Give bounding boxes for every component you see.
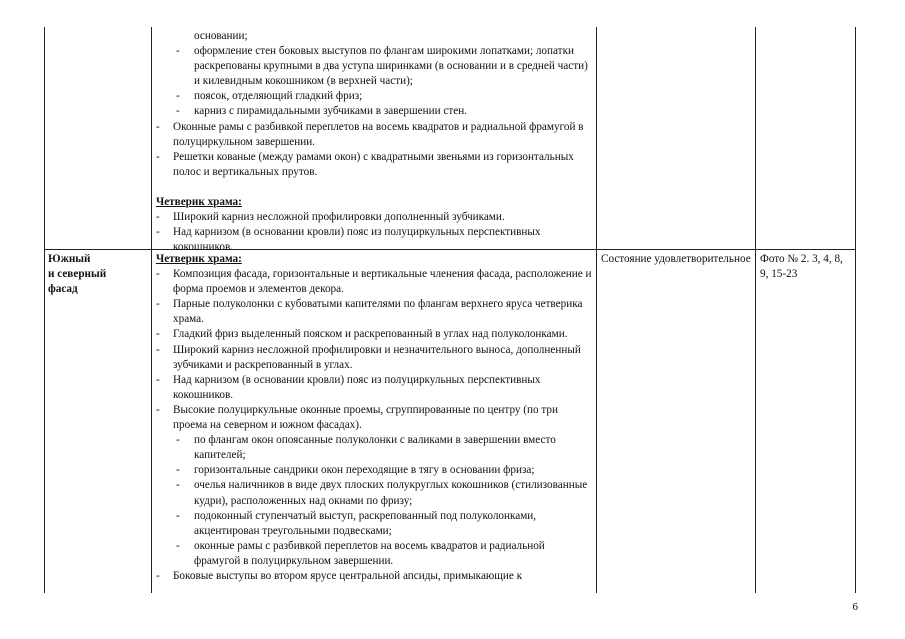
list-item <box>156 210 592 225</box>
table-border-right <box>855 27 856 593</box>
dash-bullet: - <box>176 539 180 552</box>
table-border-left <box>44 27 45 593</box>
list-item-text: Композиция фасада, горизонтальные и вертикальные членения фасада, расположение и форма проемов и элементов декора. <box>173 268 592 296</box>
dash-bullet: - <box>156 343 160 356</box>
dash-bullet: - <box>156 569 160 582</box>
dash-bullet: - <box>156 150 160 163</box>
list-item-text: Парные полуколонки с кубоватыми капителями по флангам верхнего яруса четверика храма. <box>173 298 583 326</box>
sub-list-item <box>156 104 592 119</box>
list-item-text: по флангам окон опоясанные полуколонки с валиками в завершении вместо капителей; <box>194 434 556 462</box>
list-item <box>156 373 592 403</box>
dash-bullet: - <box>156 120 160 133</box>
list-item-text: Над карнизом (в основании кровли) пояс из полуциркульных перспективных кокошников. <box>173 373 541 401</box>
list-item <box>156 569 592 584</box>
list-item-text: Над карнизом (в основании кровли) пояс из полуциркульных перспективных кокошников. <box>173 226 541 254</box>
dash-bullet: - <box>156 403 160 416</box>
dash-bullet: - <box>176 105 180 118</box>
sub-list-item <box>156 44 592 89</box>
list-item-text: Широкий карниз несложной профилировки дополненный зубчиками. <box>173 211 505 224</box>
row2-element-cell: Южный и северный фасад <box>48 253 107 296</box>
sub-list-item <box>156 509 592 539</box>
list-item <box>156 150 592 180</box>
list-item-text: оформление стен боковых выступов по флангам широкими лопатками; лопатки раскрепованы крупными в два уступа ширинками (в основании и в средней части) и килевидным кокошником (в верхней части); <box>194 45 588 88</box>
list-item <box>156 297 592 327</box>
list-item-text: очелья наличников в виде двух плоских полукруглых кокошников (стилизованные кудри), расположенных над окнами по фризу; <box>194 479 588 507</box>
row1-description-cell <box>156 29 592 255</box>
dash-bullet: - <box>176 464 180 477</box>
row2-description-cell <box>156 252 592 584</box>
list-item <box>156 403 592 433</box>
sub-list-item <box>156 29 592 44</box>
dash-bullet: - <box>176 509 180 522</box>
dash-bullet: - <box>176 45 180 58</box>
list-item <box>156 343 592 373</box>
dash-bullet: - <box>156 298 160 311</box>
column-divider-2 <box>596 27 597 593</box>
list-item-text: Решетки кованые (между рамами окон) с квадратными звеньями из горизонтальных полос и вертикальных прутов. <box>173 150 574 178</box>
dash-bullet: - <box>176 434 180 447</box>
dash-bullet: - <box>156 211 160 224</box>
list-item-text: Широкий карниз несложной профилировки и незначительного выноса, дополненный зубчиками и раскрепованный в углах. <box>173 343 581 371</box>
page-number: 6 <box>852 601 858 613</box>
list-item <box>156 225 592 255</box>
section-heading: Четверик храма: <box>156 195 242 208</box>
list-item-text: Гладкий фриз выделенный пояском и раскрепованный в углах над полуколонками. <box>173 328 568 341</box>
dash-bullet: - <box>156 268 160 281</box>
row2-condition-cell: Состояние удовлетворительное <box>601 253 751 265</box>
dash-bullet: - <box>156 373 160 386</box>
dash-bullet: - <box>156 328 160 341</box>
dash-bullet: - <box>156 226 160 239</box>
dash-bullet: - <box>176 90 180 103</box>
list-item-text: Оконные рамы с разбивкой переплетов на восемь квадратов и радиальной фрамугой в полуциркульном завершении. <box>173 120 584 148</box>
list-item-text: поясок, отделяющий гладкий фриз; <box>194 90 363 103</box>
section-heading: Четверик храма: <box>156 253 242 265</box>
column-divider-3 <box>755 27 756 593</box>
sub-list-item <box>156 89 592 104</box>
sub-list-item <box>156 463 592 478</box>
sub-list-item <box>156 433 592 463</box>
sub-list-item <box>156 539 592 569</box>
sub-list-item <box>156 478 592 508</box>
list-item-text: Боковые выступы во втором ярусе центральной апсиды, примыкающие к <box>173 569 523 582</box>
list-item-text: подоконный ступенчатый выступ, раскрепованный под полуколонками, акцентирован треугольными подвесками; <box>194 509 537 537</box>
spacer <box>156 180 592 195</box>
list-item <box>156 120 592 150</box>
column-divider-1 <box>151 27 152 593</box>
list-item-text: горизонтальные сандрики окон переходящие в тягу в основании фриза; <box>194 464 535 477</box>
list-item-text: карниз с пирамидальными зубчиками в завершении стен. <box>194 105 467 118</box>
list-item <box>156 327 592 342</box>
list-item-text: основании; <box>194 30 248 42</box>
row2-photo-cell: Фото № 2. 3, 4, 8, 9, 15-23 <box>760 253 843 281</box>
list-item <box>156 267 592 297</box>
list-item-text: Высокие полуциркульные оконные проемы, сгруппированные по центру (по три проема на северном и южном фасадах). <box>173 403 558 432</box>
dash-bullet: - <box>176 479 180 492</box>
list-item-text: оконные рамы с разбивкой переплетов на восемь квадратов и радиальной фрамугой в полуциркульном завершении. <box>194 539 545 567</box>
